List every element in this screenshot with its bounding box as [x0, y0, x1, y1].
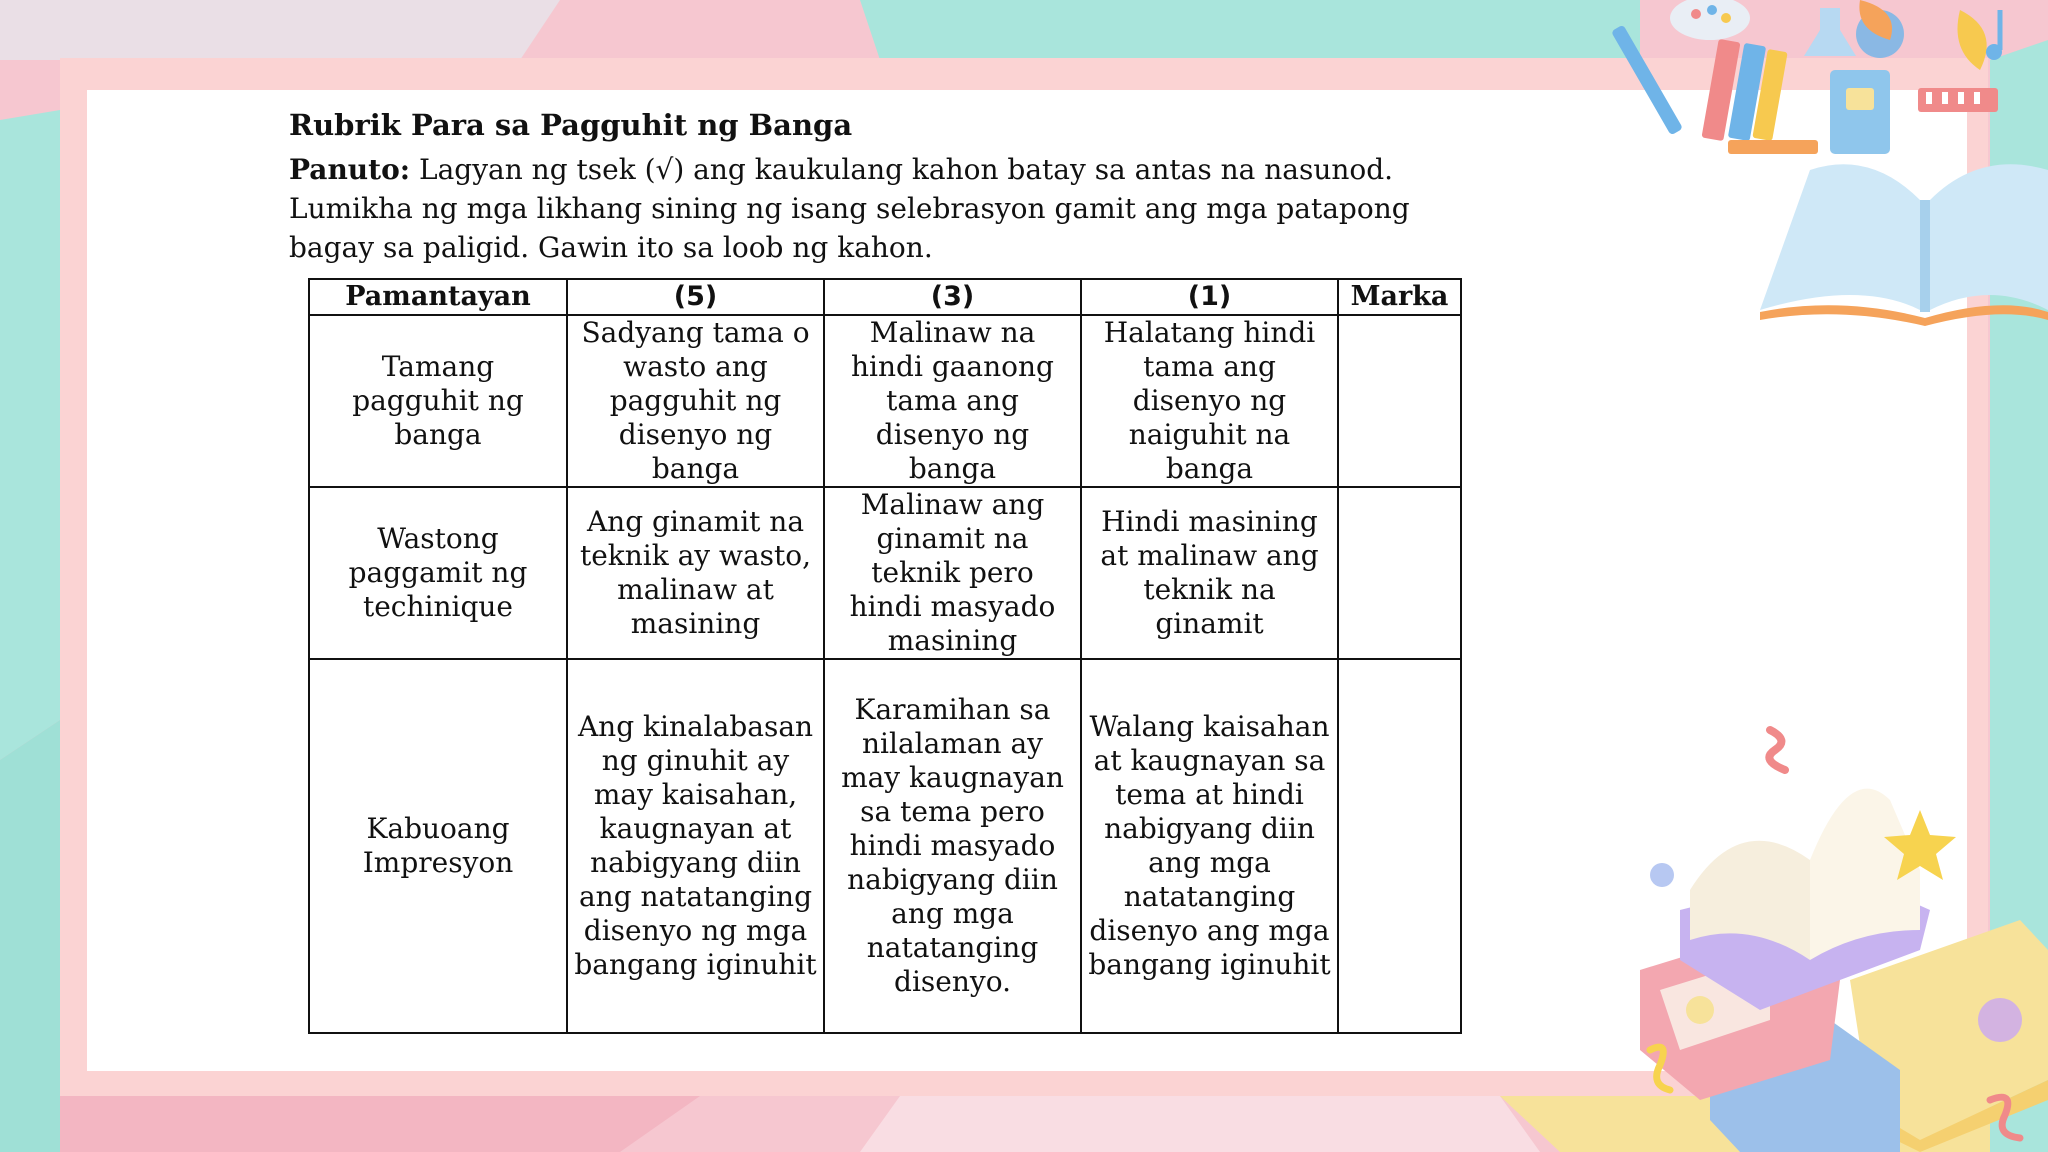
table-row — [309, 659, 1461, 1033]
score-3-cell: Malinaw ang ginamit na teknik pero hindi masyado masining — [824, 487, 1081, 659]
header-marka: Marka — [1338, 279, 1461, 315]
document-title: Rubrik Para sa Pagguhit ng Banga — [289, 108, 853, 142]
criterion-cell: Tamang pagguhit ng banga — [309, 315, 567, 487]
ruler-icon — [1918, 88, 1998, 112]
score-3-cell: Malinaw na hindi gaanong tama ang disenyo ng banga — [824, 315, 1081, 487]
header-pamantayan: Pamantayan — [309, 279, 567, 315]
score-1-cell: Hindi masining at malinaw ang teknik na ginamit — [1081, 487, 1338, 659]
score-5-cell: Sadyang tama o wasto ang pagguhit ng disenyo ng banga — [567, 315, 824, 487]
header-score-1: (1) — [1081, 279, 1338, 315]
criterion-cell: Kabuoang Impresyon — [309, 659, 567, 1033]
leaf-icon — [1859, 0, 1986, 70]
book-stack-icon — [1701, 39, 1818, 154]
score-5-cell: Ang ginamit na teknik ay wasto, malinaw at masining — [567, 487, 824, 659]
ribbon-icon — [1769, 730, 1785, 770]
score-1-cell: Walang kaisahan at kaugnayan sa tema at hindi nabigyang diin ang mga natatanging disenyo ang mga bangang iginuhit — [1081, 659, 1338, 1033]
paint-palette-icon — [1670, 0, 1750, 40]
art-supplies-illustration — [1600, 0, 2048, 330]
stacked-books-illustration — [1620, 720, 2048, 1152]
music-note-icon — [1986, 10, 2002, 60]
header-score-3: (3) — [824, 279, 1081, 315]
rubric-table — [308, 278, 1462, 1034]
document-instruction — [289, 150, 1459, 267]
score-1-cell: Halatang hindi tama ang disenyo ng naiguhit na banga — [1081, 315, 1338, 487]
open-book-icon — [1760, 164, 2048, 326]
criterion-cell: Wastong paggamit ng techinique — [309, 487, 567, 659]
header-row — [309, 279, 1461, 315]
table-row — [309, 315, 1461, 487]
marka-cell[interactable] — [1338, 487, 1461, 659]
notebook-icon — [1830, 70, 1890, 154]
bubble-icon — [1650, 863, 1674, 887]
marka-cell[interactable] — [1338, 315, 1461, 487]
instruction-label: Panuto: — [289, 153, 411, 186]
bubble-icon — [1686, 996, 1714, 1024]
marka-cell[interactable] — [1338, 659, 1461, 1033]
pencil-icon — [1611, 25, 1683, 136]
header-score-5: (5) — [567, 279, 824, 315]
table-row — [309, 487, 1461, 659]
instruction-text: Lagyan ng tsek (√) ang kaukulang kahon batay sa antas na nasunod. Lumikha ng mga likhang sining ng isang selebrasyon gamit ang mga patapong bagay sa paligid. Gawin ito sa loob ng kahon. — [289, 153, 1410, 264]
score-5-cell: Ang kinalabasan ng ginuhit ay may kaisahan, kaugnayan at nabigyang diin ang natatanging disenyo ng mga bangang iginuhit — [567, 659, 824, 1033]
bubble-icon — [1978, 998, 2022, 1042]
score-3-cell: Karamihan sa nilalaman ay may kaugnayan sa tema pero hindi masyado nabigyang diin ang mga natatanging disenyo. — [824, 659, 1081, 1033]
